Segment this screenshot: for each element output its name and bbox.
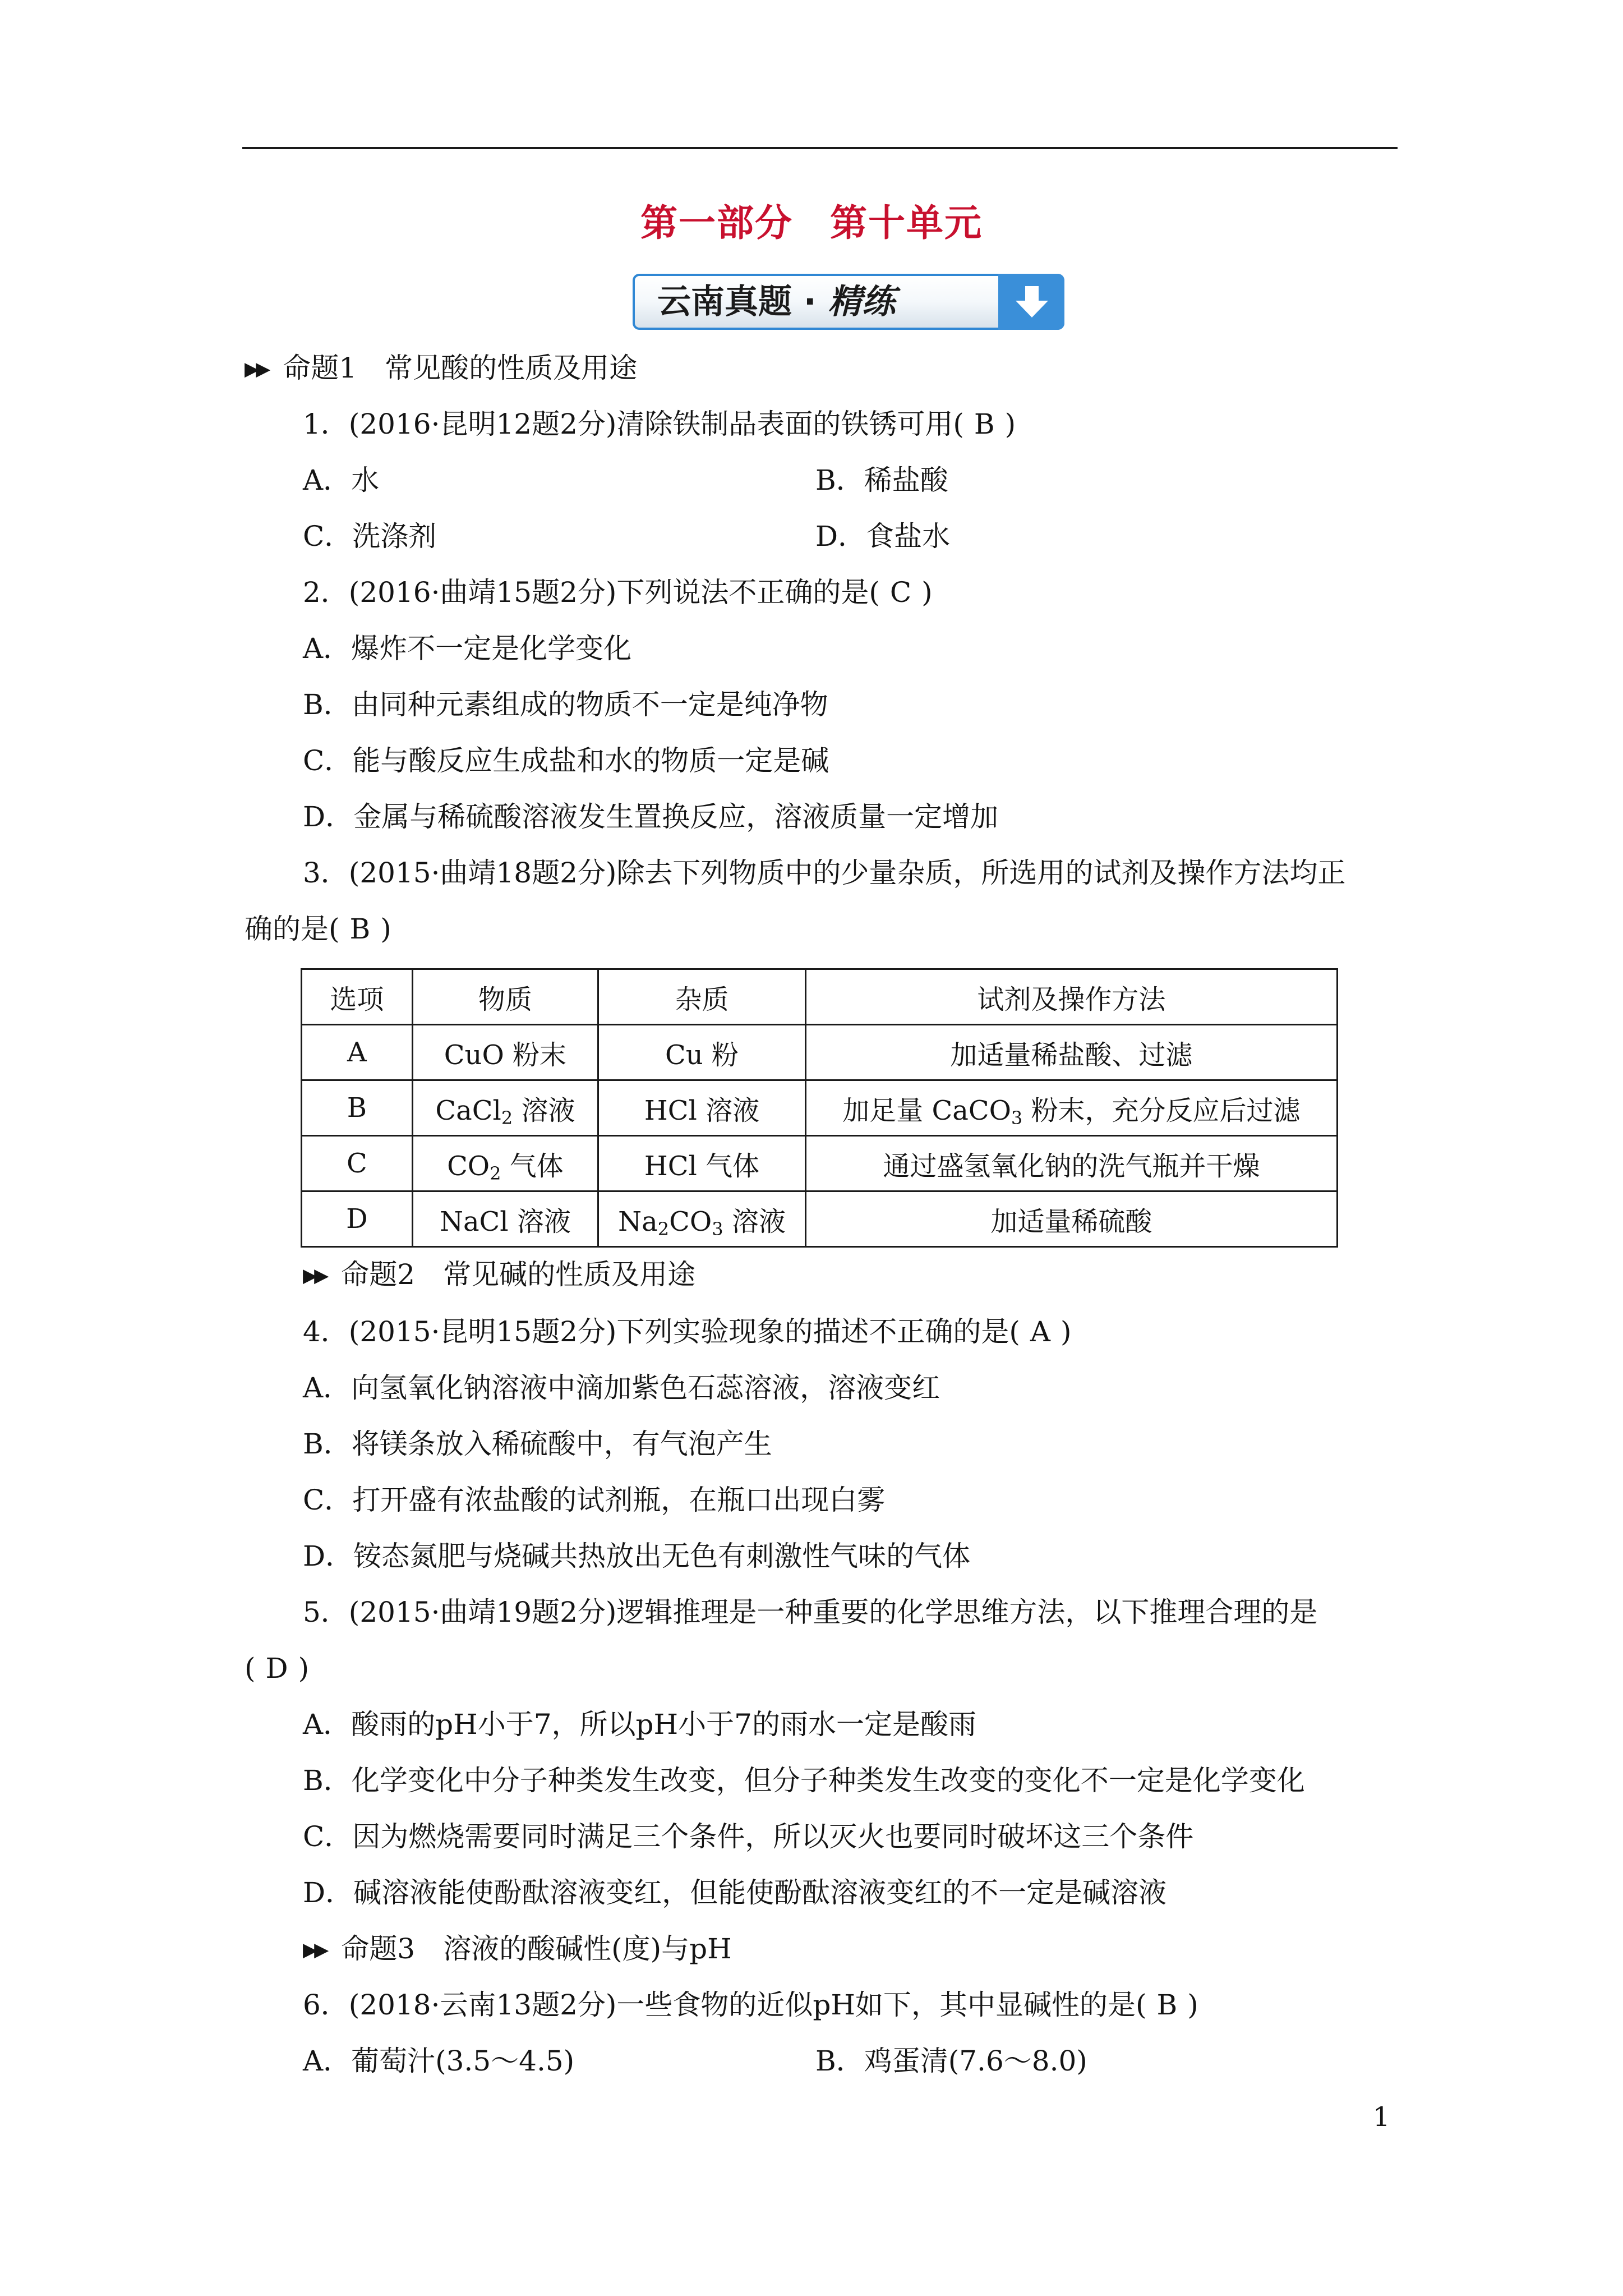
table-header-cell: 杂质 [598,969,806,1025]
option: D．铵态氮肥与烧碱共热放出无色有刺激性气味的气体 [303,1540,971,1572]
question-stem: 5．(2015·曲靖19题2分)逻辑推理是一种重要的化学思维方法，以下推理合理的是 [303,1596,1318,1628]
option: B．稀盐酸 [815,464,948,496]
option: D．碱溶液能使酚酞溶液变红，但能使酚酞溶液变红的不一定是碱溶液 [303,1876,1167,1909]
option: B．由同种元素组成的物质不一定是纯净物 [303,688,828,721]
table-header-cell: 物质 [412,969,598,1025]
option: B．将镁条放入稀硫酸中，有气泡产生 [303,1428,772,1460]
answer: C [889,576,912,609]
table-cell: 通过盛氢氧化钠的洗气瓶并干燥 [805,1136,1337,1191]
option: C．打开盛有浓盐酸的试剂瓶，在瓶口出现白雾 [303,1484,886,1516]
banner-text-em: 精练 [828,282,896,321]
table-cell: D [302,1191,413,1247]
option: A．水 [303,464,380,496]
option: A．酸雨的pH小于7，所以pH小于7的雨水一定是酸雨 [303,1708,976,1741]
table-cell: 加适量稀硫酸 [805,1191,1337,1247]
option: A．向氢氧化钠溶液中滴加紫色石蕊溶液，溶液变红 [303,1372,940,1404]
double-triangle-icon: ▶▶ [245,358,268,380]
banner-text-main: 云南真题 [657,282,792,321]
table-cell: $CO_2$ 气体 [412,1136,598,1191]
table-header-row [302,969,1338,1025]
table-row [302,1136,1338,1191]
topic-heading [303,1257,695,1294]
topic-label: 命题1 [283,352,357,384]
option: C．洗涤剂 [303,520,437,553]
question-stem-cont: ( D ) [245,1650,309,1686]
table-row [302,1191,1338,1247]
topic-heading [303,1931,732,1968]
table-cell: B [302,1080,413,1136]
table-cell: HCl 溶液 [598,1080,806,1136]
table-cell: CuO 粉末 [412,1025,598,1080]
option: B．鸡蛋清(7.6～8.0) [815,2045,1087,2077]
option: C．因为燃烧需要同时满足三个条件，所以灭火也要同时破坏这三个条件 [303,1820,1194,1853]
page-number: 1 [1373,2101,1390,2133]
table-row [302,1080,1338,1136]
topic-title: 常见碱的性质及用途 [443,1258,696,1291]
question-stem: 3．(2015·曲靖18题2分)除去下列物质中的少量杂质，所选用的试剂及操作方法均正 [303,857,1346,889]
question-stem: 4．(2015·昆明15题2分)下列实验现象的描述不正确的是( A ) [303,1314,1072,1350]
table-cell: A [302,1025,413,1080]
answer: B [349,913,371,945]
section-banner [633,274,1064,330]
option: C．能与酸反应生成盐和水的物质一定是碱 [303,744,829,777]
option: A．爆炸不一定是化学变化 [303,632,632,665]
answer: B [1156,1989,1178,2021]
table-cell: CaCl$_2$ 溶液 [412,1080,598,1136]
question-stem: 2．(2016·曲靖15题2分)下列说法不正确的是( C ) [303,574,933,610]
table-cell: Cu 粉 [598,1025,806,1080]
table-cell: 加适量稀盐酸、过滤 [805,1025,1337,1080]
double-triangle-icon: ▶▶ [303,1264,326,1287]
option: A．葡萄汁(3.5～4.5) [303,2045,575,2077]
table-row [302,1025,1338,1080]
question-stem-cont: 确的是( B ) [245,911,391,947]
topic-title: 溶液的酸碱性(度)与pH [443,1932,732,1965]
question-stem: 1．(2016·昆明12题2分)清除铁制品表面的铁锈可用( B ) [303,406,1016,442]
table-cell: NaCl 溶液 [412,1191,598,1247]
topic-title: 常见酸的性质及用途 [385,352,638,384]
topic-heading [245,350,637,387]
double-triangle-icon: ▶▶ [303,1939,326,1961]
answer: A [1030,1315,1051,1348]
page-title [0,197,1623,248]
topic-label: 命题2 [341,1258,416,1291]
table-cell: C [302,1136,413,1191]
banner-label [657,276,896,328]
question-stem: 6．(2018·云南13题2分)一些食物的近似pH如下，其中显碱性的是( B ) [303,1987,1198,2023]
table-header-cell: 试剂及操作方法 [805,969,1337,1025]
table-cell: HCl 气体 [598,1136,806,1191]
header-rule [242,147,1398,149]
options-table [301,968,1338,1248]
title-part: 第一部分 [640,201,793,245]
table-cell: $Na_2CO_3$ 溶液 [598,1191,806,1247]
option: B．化学变化中分子种类发生改变，但分子种类发生改变的变化不一定是化学变化 [303,1764,1305,1797]
table-header-cell: 选项 [302,969,413,1025]
down-arrow-icon [998,274,1064,330]
answer: D [265,1652,288,1685]
topic-label: 命题3 [341,1932,416,1965]
title-unit: 第十单元 [830,201,983,245]
table-cell: 加足量 CaCO$_3$ 粉末，充分反应后过滤 [805,1080,1337,1136]
option: D．金属与稀硫酸溶液发生置换反应，溶液质量一定增加 [303,800,999,833]
option: D．食盐水 [815,520,951,553]
answer: B [974,408,995,440]
banner-dot: · [803,282,817,321]
